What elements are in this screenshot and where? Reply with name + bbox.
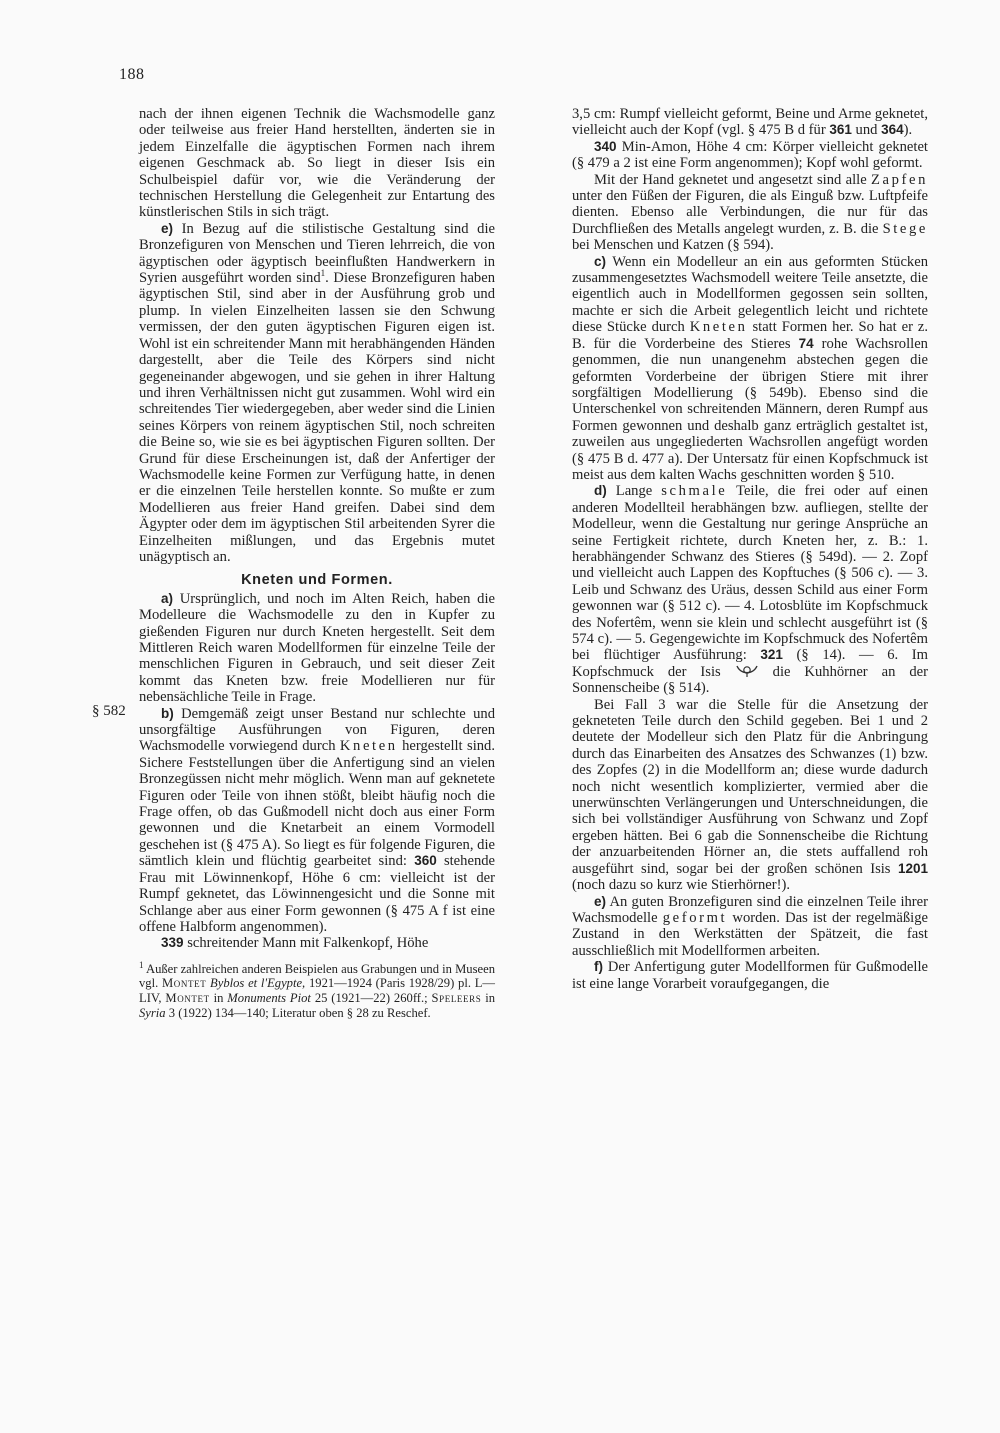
paragraph-339: 339 schreitender Mann mit Falkenkopf, Höhe <box>161 935 429 952</box>
right-column <box>572 106 928 992</box>
paragraph-continuation: nach der ihnen eigenen Technik die Wachsmodelle ganz oder teilweise aus freier Hand herstellten, änderten sie in jedem Einzelfalle die ägyptischen Formen nach ihrem eigenen Geschmack ab. So liegt in dieser Isis ein Schulbeispiel dafür vor, wie die Veränderung der technischen Herstellung die Gelegenheit zur Entartung des künstlerischen Stils in sich trägt. <box>139 106 495 221</box>
left-column <box>139 106 495 1020</box>
paragraph-b: b) Demgemäß zeigt unser Bestand nur schlechte und unsorgfältige Ausführungen von Figuren, deren Wachsmodelle vorwiegend durch Kneten hergestellt sind. Sichere Feststellungen über die Anfertigung sind an vielen Bronzegüssen nicht mehr möglich. Wenn man auf geknetete Figuren oder Teile von ihnen stößt, bleibt häufig noch die Frage offen, ob das Gußmodell nicht doch aus einer Form gewonnen und die Knetarbeit an einem Vormodell geschehen ist (§ 475 A). So liegt es für folgende Figuren, die sämtlich klein und flüchtig gearbeitet sind: 360 stehende Frau mit Löwinnenkopf, Höhe 6 cm: vielleicht ist der Rumpf geknetet, das Löwinnengesicht und die Sonne mit Schlange aber aus einer Form gewonnen (§ 475 A f ist eine offene Halbform angenommen). <box>139 705 496 935</box>
paragraph-label: d) <box>594 483 607 499</box>
paragraph-f: f) Der Anfertigung guter Modellformen für Gußmodelle ist eine lange Vorarbeit voraufgegangen, die <box>572 959 928 992</box>
paragraph-e: e) In Bezug auf die stilistische Gestaltung sind die Bronzefiguren von Menschen und Tieren lehrreich, die von ägyptischen oder ägyptisch beeinflußten Handwerkern in Syrien ausgeführt worden sind$^1$. Diese Bronzefiguren haben ägyptischen Stil, sind aber in der Ausführung grob und plump. In vielen Einzelheiten lassen sie den Schwung vermissen, der den guten ägyptischen Figuren eigen ist. Wohl ist ein schreitender Mann mit herabhängenden Händen dargestellt, aber die Teile des Körpers sind nicht gegeneinander abgewogen, und sie gehen in ihrer Haltung und ihren Verhältnissen nicht gut zusammen. Wohl wird ein schreitendes Tier wiedergegeben, aber weder sind die Linien seines Körpers von reinem ägyptischen Stil, noch schreiten die Beine so, wie sie es bei ägyptischen Figuren sollten. Der Grund für diese Erscheinungen ist, daß der Anfertiger der Wachsmodelle keine Formen zur Verfügung hatte, in denen er die einzelnen Teile herstellen konnte. So mußte er zum Modellieren aus freier Hand greifen. Dabei sind dem Ägypter oder dem im ägyptischen Stil arbeitenden Syrer die Einzelheiten mißlungen, und das Ergebnis mutet unägyptisch an. <box>139 220 495 565</box>
footnote: $^1$ Außer zahlreichen anderen Beispielen aus Grabungen und in Museen vgl. Montet Byblos et l'Egypte, 1921—1924 (Paris 1928/29) pl. L—LIV, Montet in Monuments Piot 25 (1921—22) 260ff.; Speleers in Syria 3 (1922) 134—140; Literatur oben § 28 zu Reschef. <box>139 959 496 1020</box>
spaced-term: Zapfen <box>871 171 928 188</box>
figure-number: 339 <box>161 935 184 951</box>
footnote-number: 1 <box>139 959 144 970</box>
paragraph-label: c) <box>594 253 607 269</box>
paragraph-340: 340 Min-Amon, Höhe 4 cm: Körper vielleicht geknetet (§ 479 a 2 ist eine Form angenommen); Kopf wohl geformt. <box>572 138 928 172</box>
spaced-term: Stege <box>882 220 928 237</box>
figure-number: 364 <box>881 122 904 138</box>
footnote-ref[interactable]: 1 <box>320 268 326 279</box>
figure-number: 1201 <box>897 860 928 876</box>
paragraph-continuation: 3,5 cm: Rumpf vielleicht geformt, Beine und Arme geknetet, vielleicht auch der Kopf (vgl. § 475 B d für 361 und 364). <box>572 106 928 139</box>
spaced-term: Kneten <box>689 319 748 336</box>
figure-number: 321 <box>760 647 783 663</box>
section-title: Kneten und Formen. <box>241 572 393 589</box>
figure-number: 361 <box>829 122 852 138</box>
section-mark: § 582 <box>92 703 126 719</box>
paragraph-label: f) <box>594 959 603 975</box>
spaced-term: geformt <box>662 909 728 926</box>
paragraph-label: e) <box>161 220 174 236</box>
paragraph-label: a) <box>161 590 174 606</box>
paragraph-a: a) Ursprünglich, und noch im Alten Reich, haben die Modelleure die Wachsmodelle zu den in Kupfer zu gießenden Figuren nur durch Kneten hergestellt. Seit dem Mittleren Reich waren Modellformen für einzelne Teile der menschlichen Figuren in Gebrauch, und seit dieser Zeit kommt das Kneten bzw. freie Modellieren nur für nebensächliche Teile in Frage. <box>139 590 495 706</box>
spaced-term: Kneten <box>339 738 398 755</box>
spaced-term: schmale <box>661 483 728 500</box>
page-number: 188 <box>119 66 145 83</box>
figure-number: 340 <box>594 138 617 154</box>
figure-number: 74 <box>798 335 814 351</box>
paragraph-e-right: e) An guten Bronzefiguren sind die einzelnen Teile ihrer Wachsmodelle geformt worden. Das ist der regelmäßige Zustand in den Werkstätten der Spätzeit, die fast ausschließlich mit Modellformen arbeiten. <box>572 893 928 959</box>
figure-number: 360 <box>414 853 437 869</box>
paragraph-zapfen: Mit der Hand geknetet und angesetzt sind alle Zapfen unter den Füßen der Figuren, die als Einguß bzw. Luftpfeife dienten. Ebenso alle Verbindungen, die nur für das Durchfließen des Metalls angelegt wurden, z. B. die Stege bei Menschen und Katzen (§ 594). <box>572 171 928 254</box>
horns-sun-disc-icon <box>735 664 759 678</box>
paragraph-label: b) <box>161 705 174 721</box>
paragraph-c: c) Wenn ein Modelleur an ein aus geformten Stücken zusammengesetztes Wachsmodell weitere Teile ansetzte, die eigentlich auch in Modellformen gegossen sein sollten, machte er sich die Arbeit gelegentlich leicht und richtete diese Stücke durch Kneten statt Formen her. So hat er z. B. für die Vorderbeine des Stieres 74 rohe Wachsrollen genommen, die nun unangenehm abstechen gegen die geformten Vorderbeine der übrigen Stiere mit ihrer sorgfältigen Modellierung (§ 549b). Ebenso sind die Unterschenkel von schreitenden Männern, deren Rumpf aus Formen gewonnen und deshalb ganz erträglich gestaltet ist, zuweilen aus ungegliederten Wachsrollen angefügt worden (§ 475 B d. 477 a). Der Untersatz für einen Kopfschmuck ist meist aus dem kalten Wachs geschnitten worden § 510. <box>572 253 929 483</box>
paragraph-fall-3: Bei Fall 3 war die Stelle für die Ansetzung der gekneteten Teile durch den Schild gegeben. Bei 1 und 2 deutete der Modelleur sich den Platz für die Anbringung durch das Einarbeiten des Ansatzes des Schwanzes (1) bzw. des Zopfes (2) in die Modellform an; diese wurde dadurch noch nicht wesentlich komplizierter, vermied aber die unerwünschten Verlängerungen und Unterschneidungen, die sich bei vollständiger Ausführung von Schwanz und Zopf ergeben hätten. Bei 6 gab die Sonnenscheibe die Richtung der anzuarbeitenden Hörner an, die stets auffallend roh ausgeführt sind, sogar bei der großen schönen Isis 1201 (noch dazu so kurz wie Stierhörner!). <box>572 696 928 894</box>
paragraph-label: e) <box>594 893 607 909</box>
paragraph-d: d) Lange schmale Teile, die frei oder auf einen anderen Modellteil herabhängen bzw. aufliegen, stellte der Modelleur, wenn die Gestaltung nur geringe Ansprüche an seine Fertigkeit richtete, durch Kneten her, z. B.: 1. herabhängender Schwanz des Stieres (§ 549d). — 2. Zopf und vielleicht auch Lappen des Kopftuches (§ 506 c). — 3. Leib und Schwanz des Uräus, dessen Schild aus einer Form gewonnen war (§ 512 c). — 4. Lotosblüte im Kopfschmuck des Nofertêm, wenn sie klein und schlecht ausgeführt ist (§ 574 c). — 5. Gegengewichte im Kopfschmuck des Nofertêm bei flüchtiger Ausführung: 321 (§ 14). — 6. Im Kopfschmuck der Isis die Kuhhörner an der Sonnenscheibe (§ 514). <box>572 483 929 697</box>
